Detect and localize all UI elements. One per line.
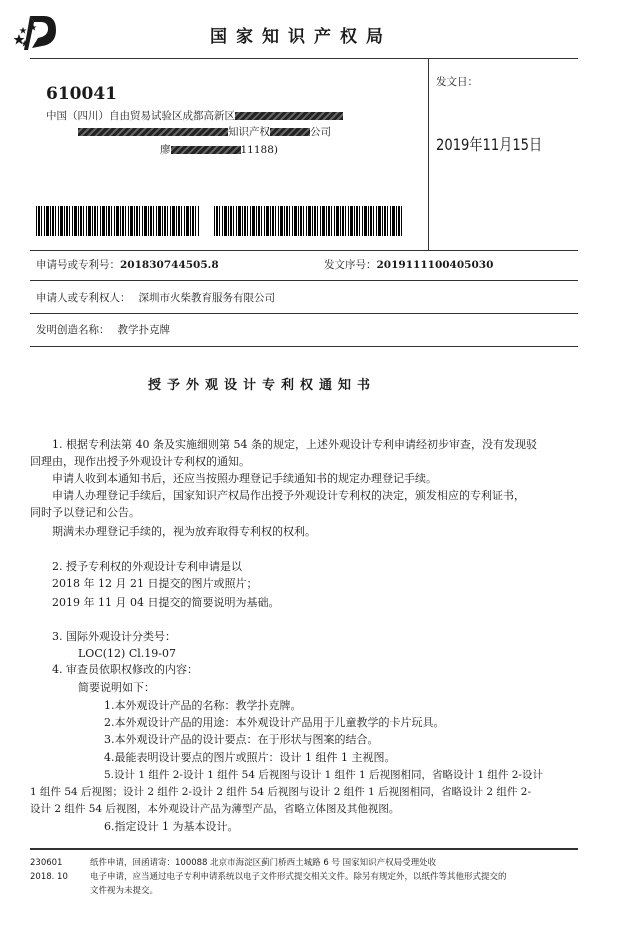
invention-title-label: 发明创造名称： — [36, 324, 110, 336]
invention-title-row — [36, 322, 170, 337]
form-code: 230601 — [30, 858, 63, 868]
para-1-line-1: 1. 根据专利法第 40 条及实施细则第 54 条的规定，上述外观设计专利申请经初步审查，没有发现驳 — [52, 438, 537, 451]
cnipa-logo-icon — [14, 12, 60, 52]
para-4-item-6: 6.指定设计 1 为基本设计。 — [104, 820, 239, 833]
para-4-line-1: 4. 审查员依职权修改的内容： — [52, 663, 198, 676]
date-column-divider — [428, 58, 429, 250]
serial-number: 2019111100405030 — [376, 259, 494, 271]
rule-1 — [30, 250, 578, 251]
para-2-line-1: 2. 授予专利权的外观设计专利申请是以 — [52, 560, 242, 573]
footer-rule — [30, 848, 578, 850]
address-line-2 — [78, 124, 331, 140]
application-number: 201830744505.8 — [120, 259, 219, 271]
form-version: 2018. 10 — [30, 872, 68, 882]
para-4-line-2: 简要说明如下： — [78, 681, 155, 694]
header-rule — [30, 58, 578, 59]
redacted-phone — [171, 146, 241, 154]
redacted-agency-2 — [270, 128, 310, 136]
para-4-item-5-line-3: 设计 2 组件 54 后视图，本外观设计产品为薄型产品，省略立体图及其他视图。 — [30, 803, 400, 815]
barcode-right — [214, 206, 402, 236]
applicant-row — [36, 290, 275, 305]
postal-code: 610041 — [46, 84, 117, 104]
serial-number-row — [324, 257, 493, 272]
address-line-2-end: 公司 — [310, 126, 331, 138]
serial-number-label: 发文序号： — [324, 259, 377, 271]
footer-electronic-notice-cont: 文件视为未提交。 — [90, 886, 159, 896]
rule-4 — [30, 346, 578, 347]
rule-2 — [30, 280, 578, 281]
para-2-line-3: 2019 年 11 月 04 日提交的简要说明为基础。 — [52, 596, 280, 609]
para-1-line-5: 同时予以登记和公告。 — [30, 506, 140, 519]
address-line-3 — [160, 142, 278, 158]
recipient-name: 廖 — [160, 144, 171, 156]
address-line-1 — [46, 108, 343, 124]
para-3-line-1: 3. 国际外观设计分类号： — [52, 630, 176, 643]
address-line-1-text: 中国（四川）自由贸易试验区成都高新区 — [46, 110, 235, 122]
para-4-item-3: 3.本外观设计产品的设计要点：在于形状与图案的结合。 — [104, 733, 379, 746]
para-1-line-3: 申请人收到本通知书后，还应当按照办理登记手续通知书的规定办理登记手续。 — [52, 472, 437, 485]
para-2-line-2: 2018 年 12 月 21 日提交的图片或照片； — [52, 577, 258, 590]
application-number-label: 申请号或专利号： — [36, 259, 120, 271]
footer-mail-address: 纸件申请，回函请寄：100088 北京市海淀区蓟门桥西土城路 6 号 国家知识产权局受理处收 — [90, 858, 437, 868]
footer-electronic-notice: 电子申请，应当通过电子专利申请系统以电子文件形式提交相关文件。除另有规定外，以纸件等其他形式提交的 — [90, 872, 507, 882]
invention-title: 教学扑克牌 — [117, 324, 170, 336]
address-line-2-text: 知识产权 — [228, 126, 270, 138]
notice-title: 授予外观设计专利权通知书 — [148, 378, 377, 393]
para-1-line-4: 申请人办理登记手续后，国家知识产权局作出授予外观设计专利权的决定，颁发相应的专利证书， — [52, 489, 525, 502]
para-4-item-5-line-1: 5.设计 1 组件 2-设计 1 组件 54 后视图与设计 1 组件 1 后视图相同，省略设计 1 组件 2-设计 — [104, 769, 543, 781]
para-3-line-2: LOC(12) Cl.19-07 — [78, 647, 176, 660]
para-4-item-4: 4.最能表明设计要点的图片或照片：设计 1 组件 1 主视图。 — [104, 751, 396, 764]
rule-3 — [30, 313, 578, 314]
office-name: 国家知识产权局 — [210, 27, 392, 47]
redacted-address — [235, 112, 343, 120]
applicant-name: 深圳市火柴教育服务有限公司 — [138, 292, 275, 304]
para-4-item-2: 2.本外观设计产品的用途：本外观设计产品用于儿童教学的卡片玩具。 — [104, 716, 445, 729]
para-1-line-6: 期满未办理登记手续的，视为放弃取得专利权的权利。 — [52, 525, 316, 538]
para-4-item-5-line-2: 1 组件 54 后视图；设计 2 组件 2-设计 2 组件 54 后视图与设计 2 组件 1 后视图相同，省略设计 2 组件 2- — [30, 786, 531, 798]
issue-date-label: 发文日： — [436, 76, 478, 88]
para-1-line-2: 回理由，现作出授予外观设计专利权的通知。 — [30, 455, 250, 468]
application-number-row — [36, 257, 219, 272]
issue-date: 2019年11月15日 — [436, 135, 543, 154]
barcode-left — [36, 206, 200, 236]
recipient-phone-tail: 11188) — [240, 144, 278, 156]
para-4-item-1: 1.本外观设计产品的名称：教学扑克牌。 — [104, 699, 302, 712]
redacted-agency — [78, 128, 228, 136]
applicant-label: 申请人或专利权人： — [36, 292, 131, 304]
